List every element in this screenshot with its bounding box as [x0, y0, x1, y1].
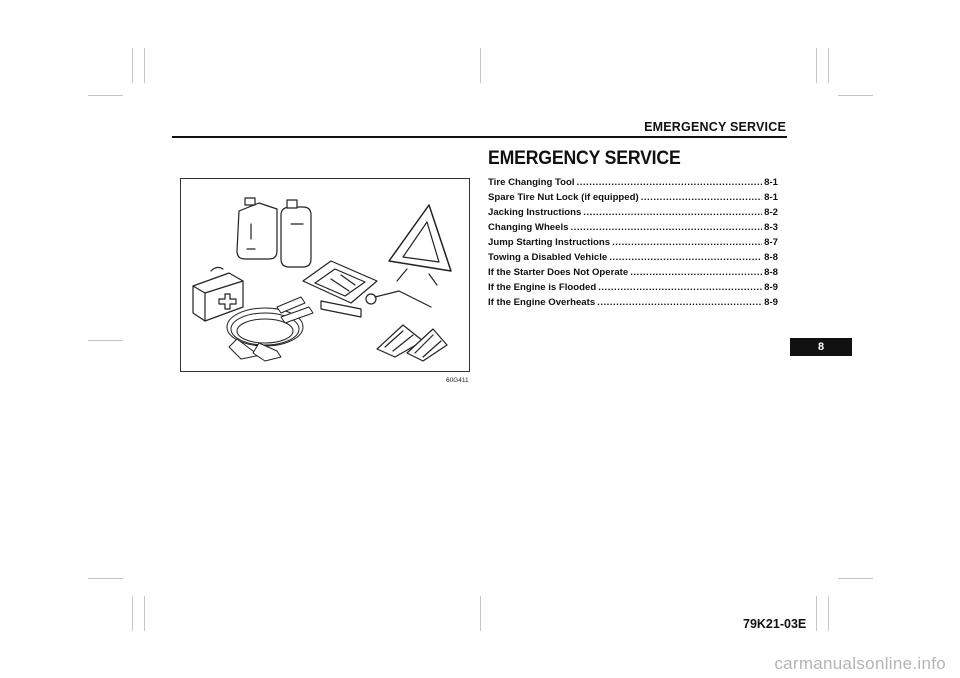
crop-mark: [838, 578, 873, 579]
crop-mark: [816, 48, 817, 83]
toc-item-label: Jacking Instructions: [488, 207, 582, 218]
toc-item-page: 8-8: [764, 267, 778, 278]
toc-item[interactable]: [488, 282, 778, 297]
fluid-container-icon: [237, 198, 277, 259]
leader-dots: [641, 192, 762, 203]
toc-item[interactable]: [488, 222, 778, 237]
leader-dots: [570, 222, 762, 233]
toc-item-page: 8-9: [764, 297, 778, 308]
leader-dots: [597, 297, 762, 308]
toc-item-label: If the Engine Overheats: [488, 297, 596, 308]
crop-mark: [828, 596, 829, 631]
toc-item-page: 8-2: [764, 207, 778, 218]
scissor-jack-icon: [303, 261, 377, 317]
crop-mark: [88, 578, 123, 579]
crop-mark: [132, 48, 133, 83]
leader-dots: [583, 207, 762, 218]
lug-wrench-icon: [366, 291, 431, 307]
toc-item[interactable]: [488, 207, 778, 222]
crop-mark: [480, 596, 481, 631]
leader-dots: [612, 237, 762, 248]
toc-item-label: Tire Changing Tool: [488, 177, 575, 188]
toc-item-page: 8-9: [764, 282, 778, 293]
figure-code: 60G411: [446, 377, 469, 384]
toc-item-label: If the Engine is Flooded: [488, 282, 597, 293]
leader-dots: [577, 177, 763, 188]
leader-dots: [630, 267, 762, 278]
crop-mark: [838, 95, 873, 96]
crop-mark: [144, 596, 145, 631]
toc-item[interactable]: [488, 297, 778, 312]
running-header: EMERGENCY SERVICE: [644, 120, 786, 134]
leader-dots: [598, 282, 762, 293]
first-aid-kit-icon: [193, 267, 243, 321]
crop-mark: [816, 596, 817, 631]
warning-triangle-icon: [389, 205, 451, 285]
emergency-kit-illustration: [180, 178, 470, 372]
toc-item-label: Spare Tire Nut Lock (if equipped): [488, 192, 639, 203]
toc-item-page: 8-7: [764, 237, 778, 248]
toc-item-label: Towing a Disabled Vehicle: [488, 252, 608, 263]
fluid-container-icon: [281, 200, 311, 267]
crop-mark: [88, 95, 123, 96]
crop-mark: [480, 48, 481, 83]
header-rule: [172, 136, 787, 138]
toc-item[interactable]: [488, 192, 778, 207]
toc-item-page: 8-3: [764, 222, 778, 233]
crop-mark: [828, 48, 829, 83]
toc-item[interactable]: [488, 177, 778, 192]
toc-item-label: Jump Starting Instructions: [488, 237, 611, 248]
toc-item[interactable]: [488, 252, 778, 267]
crop-mark: [132, 596, 133, 631]
toc-item-page: 8-1: [764, 192, 778, 203]
toc-item-label: Changing Wheels: [488, 222, 569, 233]
toc-item-page: 8-1: [764, 177, 778, 188]
toc-item-page: 8-8: [764, 252, 778, 263]
leader-dots: [609, 252, 762, 263]
section-title: EMERGENCY SERVICE: [488, 148, 681, 169]
toc-item[interactable]: [488, 237, 778, 252]
crop-mark: [88, 340, 123, 341]
watermark: carmanualsonline.info: [774, 654, 946, 673]
wheel-chocks-icon: [377, 325, 447, 361]
crop-mark: [144, 48, 145, 83]
chapter-tab: 8: [790, 338, 852, 356]
toc-item[interactable]: [488, 267, 778, 282]
table-of-contents: [488, 177, 778, 312]
document-code: 79K21-03E: [743, 617, 807, 631]
toc-item-label: If the Starter Does Not Operate: [488, 267, 629, 278]
